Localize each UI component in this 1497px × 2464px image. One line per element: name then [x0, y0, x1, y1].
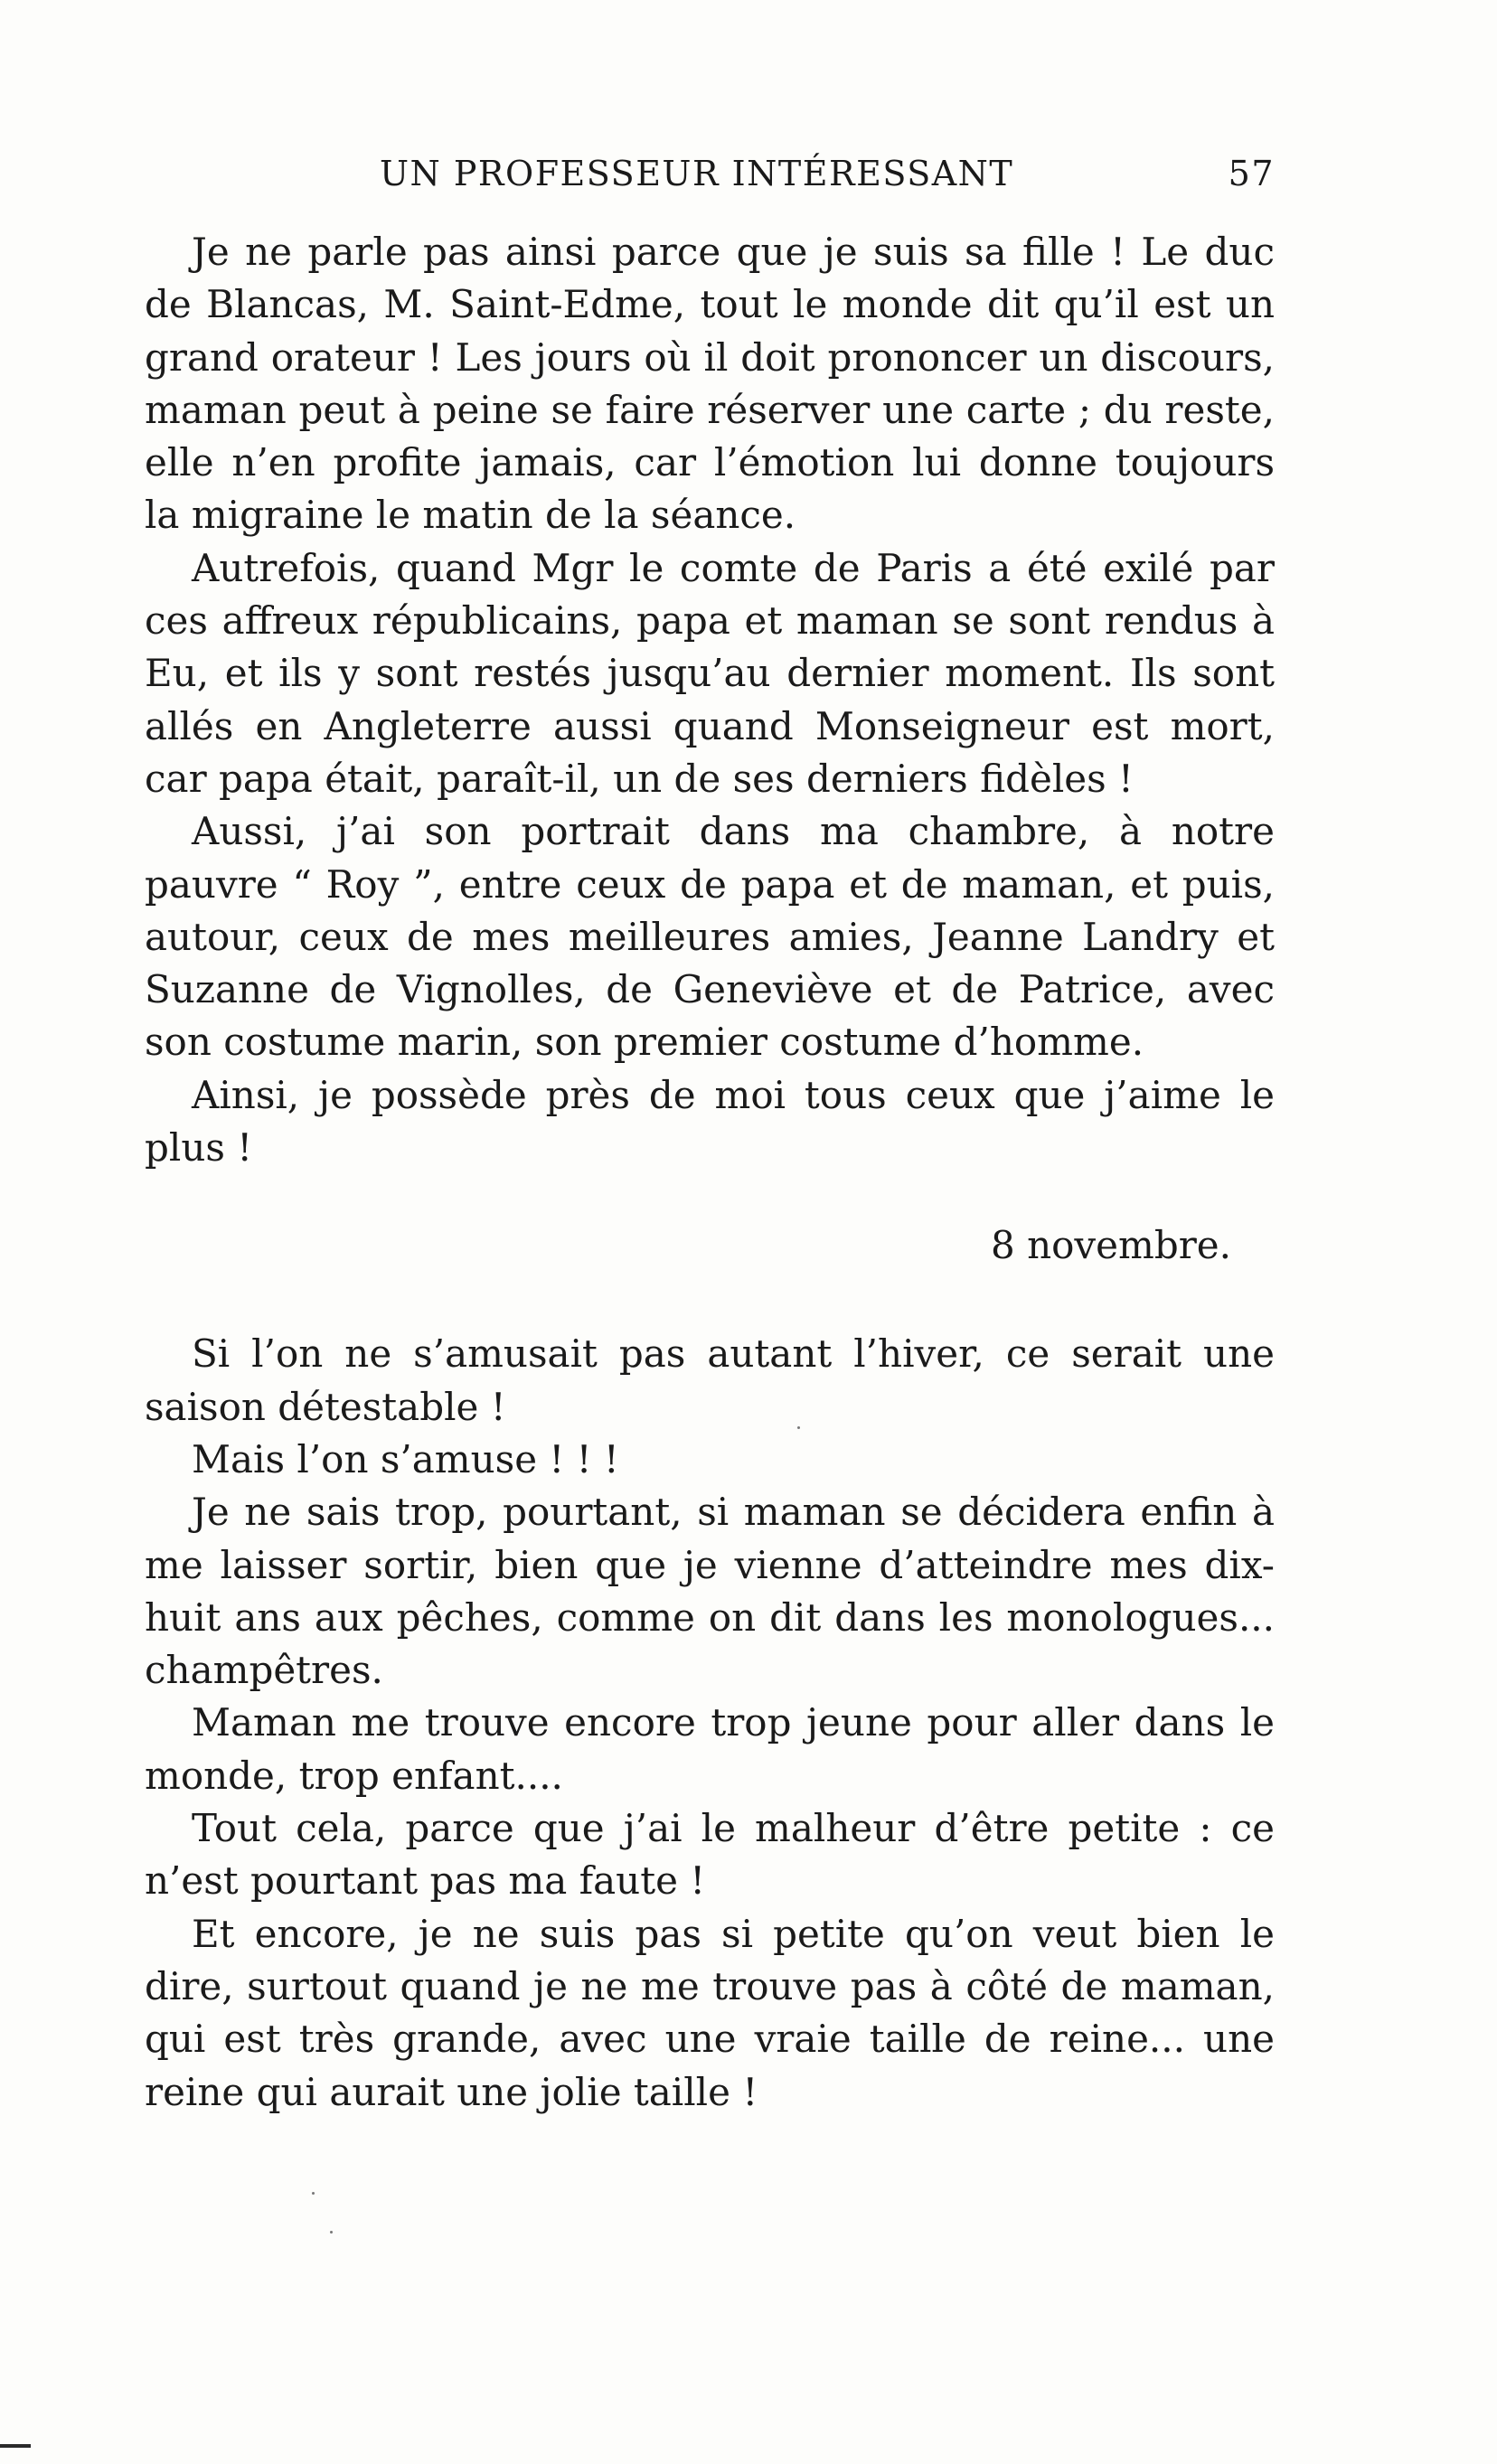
book-page [145, 154, 1275, 2119]
paragraph: Je ne parle pas ainsi parce que je suis sa fille ! Le duc de Blancas, M. Saint-Edme, tout le monde dit qu’il est un grand orateur ! Les jours où il doit prononcer un discours, maman peut à peine se faire réserver une carte ; du reste, elle n’en profite jamais, car l’émotion lui donne toujours la migraine le matin de la séance. [145, 230, 1275, 538]
paragraph: Je ne sais trop, pourtant, si maman se décidera enfin à me laisser sortir, bien que je vienne d’atteindre mes dix-huit ans aux pêches, comme on dit dans les monologues... champêtres. [145, 1490, 1275, 1693]
paragraph: Maman me trouve encore trop jeune pour aller dans le monde, trop enfant.... [145, 1700, 1275, 1798]
paragraph: Autrefois, quand Mgr le comte de Paris a été exilé par ces affreux républicains, papa et maman se sont rendus à Eu, et ils y sont restés jusqu’au dernier moment. Ils sont allés en Angleterre aussi quand Monseigneur est mort, car papa était, paraît-il, un de ses derniers fidèles ! [145, 545, 1275, 801]
running-head [145, 154, 1275, 208]
paragraph: Ainsi, je possède près de moi tous ceux que j’aime le plus ! [145, 1072, 1275, 1171]
paragraph: Si l’on ne s’amusait pas autant l’hiver, ce serait une saison détestable ! [145, 1331, 1275, 1429]
scan-corner-mark [0, 2444, 31, 2448]
scan-speck [330, 2231, 333, 2234]
paragraph: Mais l’on s’amuse ! ! ! [192, 1436, 619, 1481]
running-title: UN PROFESSEUR INTÉRESSANT [380, 154, 1014, 193]
paragraph: Tout cela, parce que j’ai le malheur d’être petite : ce n’est pourtant pas ma faute ! [145, 1806, 1275, 1904]
page-number: 57 [1228, 154, 1275, 193]
scan-speck [312, 2192, 315, 2195]
scan-speck [797, 1426, 800, 1429]
paragraph: Aussi, j’ai son portrait dans ma chambre, à notre pauvre “ Roy ”, entre ceux de papa et de maman, et puis, autour, ceux de mes meilleures amies, Jeanne Landry et Suzanne de Vignolles, de Geneviève et de Patrice, avec son costume marin, son premier costume d’homme. [145, 809, 1275, 1065]
body-text [145, 226, 1275, 2119]
paragraph: Et encore, je ne suis pas si petite qu’on veut bien le dire, surtout quand je ne me trouve pas à côté de maman, qui est très grande, avec une vraie taille de reine... une reine qui aurait une jolie taille ! [145, 1911, 1275, 2114]
diary-date: 8 novembre. [991, 1223, 1231, 1268]
